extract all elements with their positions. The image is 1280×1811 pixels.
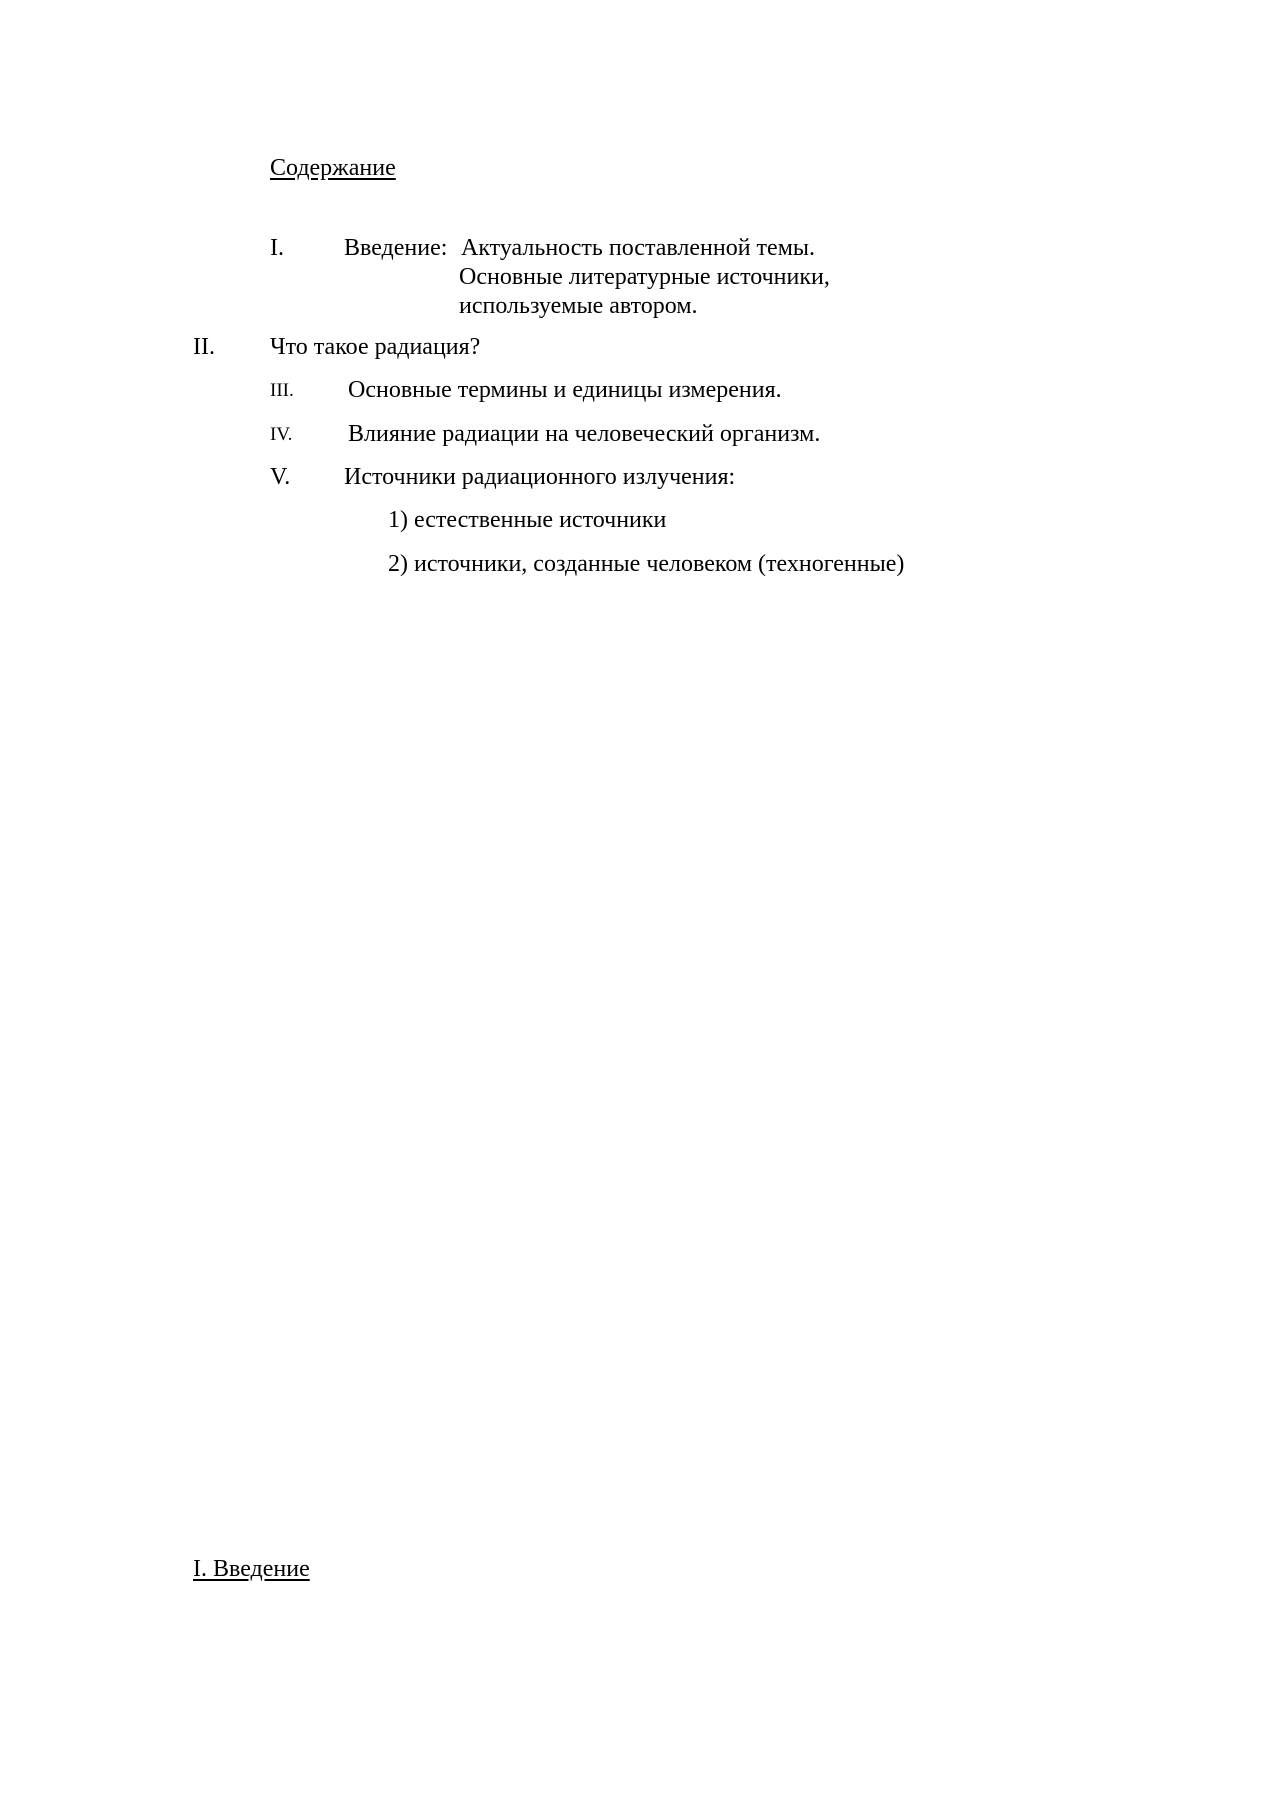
toc-item-1-line-1: Актуальность поставленной темы. [461, 235, 815, 261]
toc-title: Содержание [270, 155, 396, 181]
toc-item-4-text: Влияние радиации на человеческий организм. [348, 421, 821, 447]
toc-item-2-number: II. [193, 334, 215, 360]
toc-item-1-line-2: Основные литературные источники, [459, 264, 830, 290]
toc-item-3-text: Основные термины и единицы измерения. [348, 377, 782, 403]
section-heading: I. Введение [193, 1556, 310, 1582]
toc-item-1-line-3: используемые автором. [459, 293, 698, 319]
toc-item-5-text: Источники радиационного излучения: [344, 464, 736, 490]
toc-item-5-number: V. [270, 464, 291, 490]
toc-item-3-number: III. [270, 380, 294, 401]
toc-item-1-number: I. [270, 235, 284, 261]
toc-item-5-subitem-2: 2) источники, созданные человеком (техногенные) [388, 551, 905, 577]
toc-item-4-number: IV. [270, 424, 293, 445]
toc-item-1-label: Введение: [344, 235, 448, 261]
toc-item-5-subitem-1: 1) естественные источники [388, 507, 667, 533]
toc-item-2-text: Что такое радиация? [270, 334, 481, 360]
